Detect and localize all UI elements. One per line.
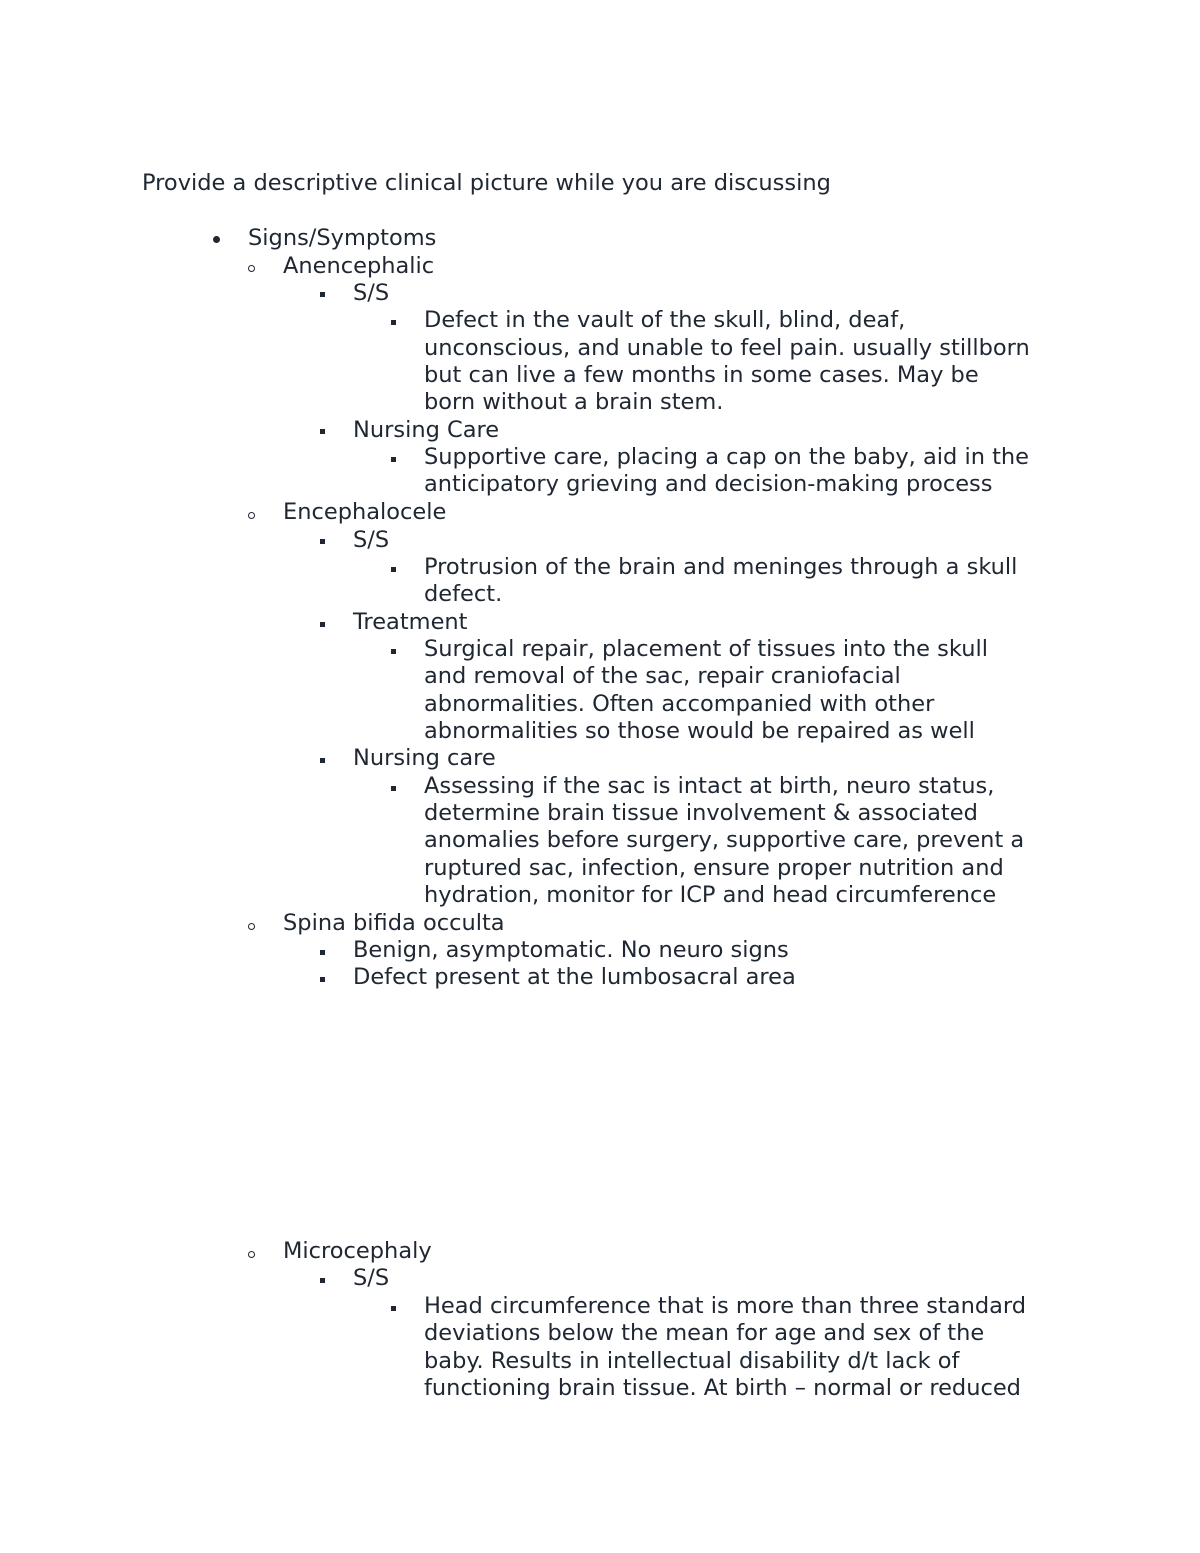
square-bullet xyxy=(391,786,396,791)
encephalocele-treatment-line: and removal of the sac, repair craniofacial xyxy=(424,663,901,689)
encephalocele-care-line: anomalies before surgery, supportive care, prevent a xyxy=(424,827,1025,853)
square-bullet xyxy=(391,649,396,654)
square-bullet xyxy=(391,457,396,462)
spina-bifida-item: Benign, asymptomatic. No neuro signs xyxy=(353,937,789,963)
spina-bifida-item: Defect present at the lumbosacral area xyxy=(353,964,796,990)
encephalocele-care-label: Nursing care xyxy=(353,745,496,771)
square-bullet xyxy=(320,1278,325,1283)
circle-bullet xyxy=(248,265,255,272)
microcephaly-ss-label: S/S xyxy=(353,1265,390,1291)
circle-bullet xyxy=(248,512,255,519)
document-heading: Provide a descriptive clinical picture while you are discussing xyxy=(142,170,831,196)
anencephalic-ss-line: Defect in the vault of the skull, blind, deaf, xyxy=(424,307,906,333)
microcephaly-title: Microcephaly xyxy=(283,1238,432,1264)
microcephaly-ss-line: Head circumference that is more than three standard xyxy=(424,1293,1027,1319)
anencephalic-ss-line: born without a brain stem. xyxy=(424,389,724,415)
signs-symptoms-heading: Signs/Symptoms xyxy=(248,225,437,251)
square-bullet xyxy=(391,320,396,325)
encephalocele-treatment-line: Surgical repair, placement of tissues into the skull xyxy=(424,636,988,662)
microcephaly-ss-line: deviations below the mean for age and sex of the xyxy=(424,1320,985,1346)
square-bullet xyxy=(391,567,396,572)
circle-bullet xyxy=(248,1251,255,1258)
encephalocele-care-line: ruptured sac, infection, ensure proper nutrition and xyxy=(424,855,1004,881)
encephalocele-care-line: hydration, monitor for ICP and head circumference xyxy=(424,882,997,908)
square-bullet xyxy=(320,977,325,982)
disc-bullet xyxy=(213,236,220,243)
microcephaly-ss-line: baby. Results in intellectual disability d/t lack of xyxy=(424,1348,960,1374)
square-bullet xyxy=(320,292,325,297)
encephalocele-ss-label: S/S xyxy=(353,527,390,553)
square-bullet xyxy=(320,758,325,763)
anencephalic-care-label: Nursing Care xyxy=(353,417,500,443)
circle-bullet xyxy=(248,923,255,930)
encephalocele-care-line: Assessing if the sac is intact at birth, neuro status, xyxy=(424,773,995,799)
encephalocele-ss-line: defect. xyxy=(424,581,503,607)
encephalocele-treatment-label: Treatment xyxy=(353,609,468,635)
microcephaly-ss-line: functioning brain tissue. At birth – normal or reduced xyxy=(424,1375,1021,1401)
anencephalic-title: Anencephalic xyxy=(283,253,435,279)
square-bullet xyxy=(391,1306,396,1311)
square-bullet xyxy=(320,622,325,627)
encephalocele-care-line: determine brain tissue involvement & associated xyxy=(424,800,978,826)
encephalocele-title: Encephalocele xyxy=(283,499,447,525)
anencephalic-ss-line: unconscious, and unable to feel pain. usually stillborn xyxy=(424,335,1030,361)
encephalocele-treatment-line: abnormalities so those would be repaired as well xyxy=(424,718,975,744)
square-bullet xyxy=(320,950,325,955)
spina-bifida-title: Spina bifida occulta xyxy=(283,910,505,936)
square-bullet xyxy=(320,429,325,434)
square-bullet xyxy=(320,539,325,544)
anencephalic-care-line: Supportive care, placing a cap on the baby, aid in the xyxy=(424,444,1030,470)
anencephalic-ss-line: but can live a few months in some cases. May be xyxy=(424,362,979,388)
encephalocele-ss-line: Protrusion of the brain and meninges through a skull xyxy=(424,554,1018,580)
anencephalic-ss-label: S/S xyxy=(353,280,390,306)
anencephalic-care-line: anticipatory grieving and decision-making process xyxy=(424,471,993,497)
encephalocele-treatment-line: abnormalities. Often accompanied with other xyxy=(424,691,935,717)
